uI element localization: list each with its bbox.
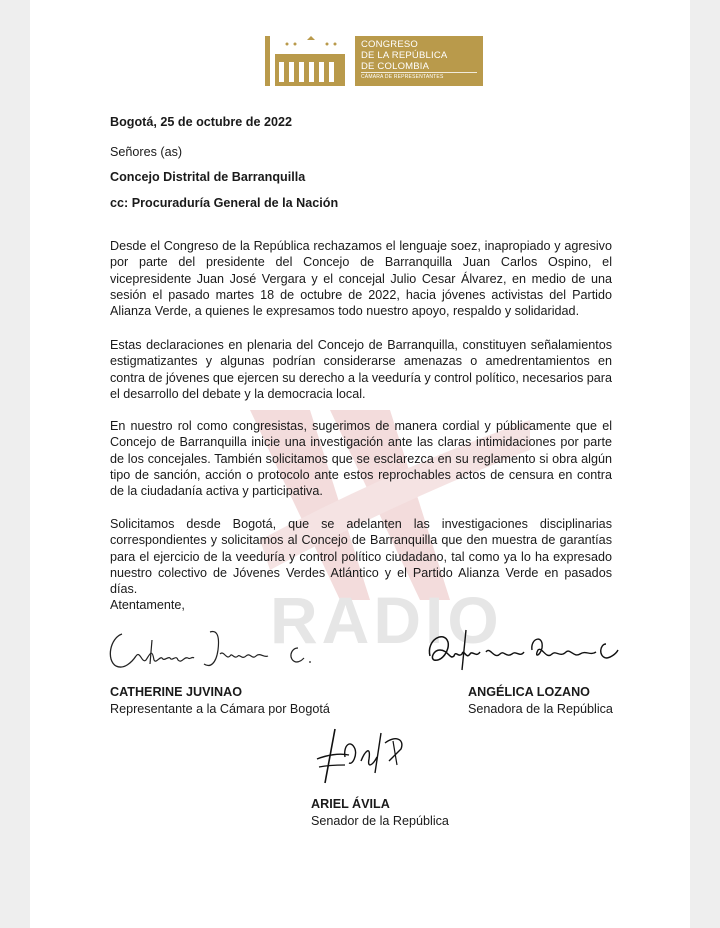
logo-divider bbox=[361, 72, 477, 73]
logo-line-1: CONGRESO bbox=[361, 39, 419, 50]
signature-catherine-juvinao bbox=[102, 620, 322, 678]
congreso-logo bbox=[265, 32, 483, 86]
signatory-name-1: CATHERINE JUVINAO bbox=[110, 685, 243, 699]
signatory-role-3: Senador de la República bbox=[311, 814, 449, 828]
recipient: Concejo Distrital de Barranquilla bbox=[110, 170, 306, 184]
signature-ariel-avila bbox=[315, 725, 425, 785]
signatory-role-2: Senadora de la República bbox=[468, 702, 613, 716]
paragraph-4: Solicitamos desde Bogotá, que se adelanten las investigaciones disciplinarias correspondientes y solicitamos al Concejo de Barranquilla que den muestra de garantías para el ejercicio de la veeduría y control político ciudadano, tal como ya lo ha expresado nuestro colectivo de Jóvenes Verdes Atlántico y el Partido Alianza Verde en pasados días. bbox=[110, 517, 612, 597]
paragraph-3: En nuestro rol como congresistas, sugerimos de manera cordial y públicamente que el Concejo de Barranquilla inicie una investigación ante las claras intimidaciones por parte de los concejales. También solicitamos que se esclarezca en su reglamento si obra algún tipo de sanción, acción o protocolo ante estos reprochables actos de censura en contra de la ciudadanía activa y participativa. bbox=[110, 419, 612, 499]
closing: Atentamente, bbox=[110, 598, 185, 612]
paragraph-2: Estas declaraciones en plenaria del Concejo de Barranquilla, constituyen señalamientos estigmatizantes y algunas podrían considerarse amenazas o amedrentamientos en contra de jóvenes que ejercen su derecho a la veeduría y control político, necesarios para el desarrollo del debate y la democracia local. bbox=[110, 338, 612, 401]
place-date: Bogotá, 25 de octubre de 2022 bbox=[110, 115, 292, 129]
signatory-name-2: ANGÉLICA LOZANO bbox=[468, 685, 590, 699]
signature-angelica-lozano bbox=[420, 620, 630, 678]
watermark-text: RADIO bbox=[270, 583, 503, 657]
logo-line-4: CÁMARA DE REPRESENTANTES bbox=[361, 74, 444, 80]
logo-line-3: DE COLOMBIA bbox=[361, 61, 430, 72]
congreso-logo-box bbox=[355, 36, 483, 86]
letter-page bbox=[30, 0, 690, 928]
signatory-role-1: Representante a la Cámara por Bogotá bbox=[110, 702, 330, 716]
salutation: Señores (as) bbox=[110, 145, 183, 159]
signatory-name-3: ARIEL ÁVILA bbox=[311, 797, 390, 811]
cc-line: cc: Procuraduría General de la Nación bbox=[110, 196, 339, 210]
capitol-icon bbox=[265, 32, 351, 86]
paragraph-1: Desde el Congreso de la República rechazamos el lenguaje soez, inapropiado y agresivo por parte del presidente del Concejo de Barranquilla Juan Carlos Ospino, el vicepresidente Juan José Vergara y el concejal Julio Cesar Álvarez, en medio de una sesión el pasado martes 18 de octubre de 2022, hacia jóvenes activistas del Partido Alianza Verde, a quienes le expresamos todo nuestro apoyo, respaldo y solidaridad. bbox=[110, 239, 612, 319]
logo-line-2: DE LA REPÚBLICA bbox=[361, 50, 448, 61]
